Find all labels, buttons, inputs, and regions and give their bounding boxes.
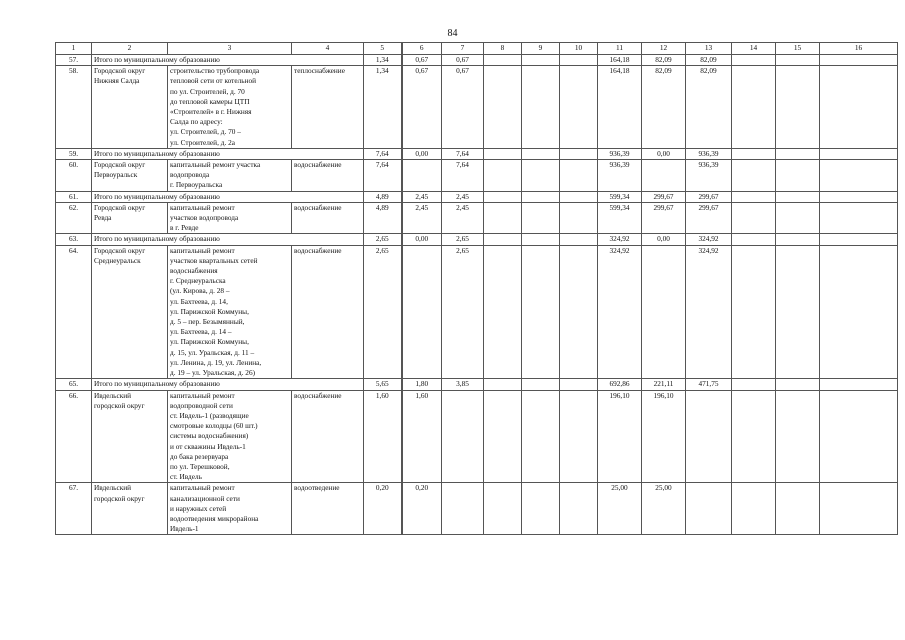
table-row-total <box>56 234 898 245</box>
value-col-11: 599,34 <box>598 191 642 202</box>
value-col-8 <box>484 245 522 379</box>
utility-type-cell: водоснабжение <box>292 202 364 234</box>
value-col-7 <box>442 390 484 483</box>
value-col-9 <box>522 191 560 202</box>
column-number-8: 8 <box>484 43 522 55</box>
value-col-9 <box>522 379 560 390</box>
column-number-4: 4 <box>292 43 364 55</box>
row-number-cell: 64. <box>56 245 92 379</box>
row-total-label: Итого по муниципальному образованию <box>92 379 364 390</box>
value-col-12: 25,00 <box>642 483 686 535</box>
value-col-9 <box>522 148 560 159</box>
value-col-7: 2,65 <box>442 245 484 379</box>
value-col-11: 164,18 <box>598 55 642 66</box>
column-number-2: 2 <box>92 43 168 55</box>
value-col-7: 2,65 <box>442 234 484 245</box>
value-col-6: 2,45 <box>402 191 442 202</box>
project-description-cell: капитальный ремонт участков водопровода в г. Ревде <box>168 202 292 234</box>
value-col-6 <box>402 245 442 379</box>
value-col-9 <box>522 160 560 192</box>
value-col-8 <box>484 148 522 159</box>
value-col-11: 599,34 <box>598 202 642 234</box>
value-col-14 <box>732 483 776 535</box>
column-number-14: 14 <box>732 43 776 55</box>
value-col-14 <box>732 379 776 390</box>
value-col-15 <box>776 55 820 66</box>
column-number-3: 3 <box>168 43 292 55</box>
value-col-11: 692,86 <box>598 379 642 390</box>
value-col-14 <box>732 245 776 379</box>
project-description-cell: строительство трубопровода тепловой сети от котельной по ул. Строителей, д. 70 до тепловой камеры ЦТП «Строителей» в г. Нижняя Салда по адресу: ул. Строителей, д. 70 – ул. Строителей, д. 2а <box>168 66 292 149</box>
value-col-11: 164,18 <box>598 66 642 149</box>
project-description-cell: капитальный ремонт участка водопровода г. Первоуральска <box>168 160 292 192</box>
utility-type-cell: водоснабжение <box>292 160 364 192</box>
value-col-10 <box>560 191 598 202</box>
value-col-11: 936,39 <box>598 148 642 159</box>
value-col-6: 2,45 <box>402 202 442 234</box>
value-col-15 <box>776 66 820 149</box>
row-number-cell: 60. <box>56 160 92 192</box>
page-number: 84 <box>447 28 458 39</box>
value-col-12: 299,67 <box>642 202 686 234</box>
municipality-cell: Городской округ Ревда <box>92 202 168 234</box>
table-row <box>56 483 898 535</box>
value-col-12: 0,00 <box>642 148 686 159</box>
row-number-cell: 67. <box>56 483 92 535</box>
value-col-6: 0,67 <box>402 66 442 149</box>
value-col-12: 299,67 <box>642 191 686 202</box>
value-col-5: 1,60 <box>364 390 402 483</box>
value-col-11: 324,92 <box>598 234 642 245</box>
project-description-cell: капитальный ремонт канализационной сети и наружных сетей водоотведения микрорайона Ивдель-1 <box>168 483 292 535</box>
row-total-label: Итого по муниципальному образованию <box>92 55 364 66</box>
value-col-9 <box>522 390 560 483</box>
value-col-16 <box>820 202 898 234</box>
value-col-7: 3,85 <box>442 379 484 390</box>
column-number-16: 16 <box>820 43 898 55</box>
column-number-11: 11 <box>598 43 642 55</box>
column-number-15: 15 <box>776 43 820 55</box>
value-col-7: 0,67 <box>442 66 484 149</box>
value-col-9 <box>522 483 560 535</box>
value-col-8 <box>484 191 522 202</box>
municipality-cell: Городской округ Нижняя Салда <box>92 66 168 149</box>
value-col-15 <box>776 245 820 379</box>
value-col-10 <box>560 148 598 159</box>
value-col-15 <box>776 234 820 245</box>
table-row-total <box>56 55 898 66</box>
value-col-13: 936,39 <box>686 160 732 192</box>
value-col-16 <box>820 148 898 159</box>
value-col-5: 4,89 <box>364 202 402 234</box>
value-col-8 <box>484 234 522 245</box>
municipality-cell: Ивдельский городской округ <box>92 483 168 535</box>
utility-type-cell: водоснабжение <box>292 245 364 379</box>
value-col-15 <box>776 390 820 483</box>
table-row-total <box>56 379 898 390</box>
utility-type-cell: водоотведение <box>292 483 364 535</box>
value-col-13: 82,09 <box>686 55 732 66</box>
value-col-13: 299,67 <box>686 202 732 234</box>
value-col-14 <box>732 66 776 149</box>
value-col-11: 324,92 <box>598 245 642 379</box>
value-col-15 <box>776 202 820 234</box>
table-row <box>56 66 898 149</box>
value-col-10 <box>560 202 598 234</box>
column-number-1: 1 <box>56 43 92 55</box>
value-col-15 <box>776 148 820 159</box>
value-col-9 <box>522 245 560 379</box>
row-number-cell: 58. <box>56 66 92 149</box>
row-number-cell: 59. <box>56 148 92 159</box>
value-col-8 <box>484 202 522 234</box>
value-col-14 <box>732 148 776 159</box>
table-row-total <box>56 148 898 159</box>
value-col-15 <box>776 483 820 535</box>
value-col-5: 2,65 <box>364 245 402 379</box>
municipality-cell: Ивдельский городской округ <box>92 390 168 483</box>
column-number-9: 9 <box>522 43 560 55</box>
row-number-cell: 65. <box>56 379 92 390</box>
value-col-16 <box>820 483 898 535</box>
table-row <box>56 245 898 379</box>
value-col-14 <box>732 191 776 202</box>
row-number-cell: 57. <box>56 55 92 66</box>
value-col-10 <box>560 379 598 390</box>
value-col-9 <box>522 66 560 149</box>
value-col-10 <box>560 160 598 192</box>
value-col-7: 2,45 <box>442 202 484 234</box>
value-col-7: 0,67 <box>442 55 484 66</box>
value-col-8 <box>484 55 522 66</box>
value-col-16 <box>820 390 898 483</box>
value-col-12: 82,09 <box>642 55 686 66</box>
row-number-cell: 61. <box>56 191 92 202</box>
value-col-9 <box>522 55 560 66</box>
value-col-10 <box>560 245 598 379</box>
value-col-6: 0,00 <box>402 234 442 245</box>
value-col-13: 471,75 <box>686 379 732 390</box>
value-col-7 <box>442 483 484 535</box>
value-col-15 <box>776 191 820 202</box>
column-number-5: 5 <box>364 43 402 55</box>
value-col-16 <box>820 191 898 202</box>
value-col-7: 2,45 <box>442 191 484 202</box>
value-col-16 <box>820 234 898 245</box>
value-col-10 <box>560 234 598 245</box>
value-col-13: 324,92 <box>686 234 732 245</box>
value-col-13: 936,39 <box>686 148 732 159</box>
row-total-label: Итого по муниципальному образованию <box>92 191 364 202</box>
table-row <box>56 390 898 483</box>
utility-type-cell: водоснабжение <box>292 390 364 483</box>
value-col-15 <box>776 160 820 192</box>
value-col-10 <box>560 66 598 149</box>
value-col-16 <box>820 379 898 390</box>
value-col-13: 324,92 <box>686 245 732 379</box>
column-number-header-row <box>56 43 898 55</box>
value-col-11: 936,39 <box>598 160 642 192</box>
value-col-12: 221,11 <box>642 379 686 390</box>
column-number-6: 6 <box>402 43 442 55</box>
value-col-12 <box>642 160 686 192</box>
value-col-8 <box>484 390 522 483</box>
table-row-total <box>56 191 898 202</box>
row-total-label: Итого по муниципальному образованию <box>92 234 364 245</box>
value-col-15 <box>776 379 820 390</box>
value-col-5: 7,64 <box>364 160 402 192</box>
value-col-14 <box>732 160 776 192</box>
value-col-9 <box>522 202 560 234</box>
value-col-10 <box>560 390 598 483</box>
value-col-16 <box>820 55 898 66</box>
table-row <box>56 202 898 234</box>
project-description-cell: капитальный ремонт водопроводной сети ст. Ивдель-1 (разводящие смотровые колодцы (60 шт.) системы водоснабжения) и от скважины Ивдель-1 до бака резервуара по ул. Терешковой, ст. Ивдель <box>168 390 292 483</box>
column-number-13: 13 <box>686 43 732 55</box>
project-description-cell: капитальный ремонт участков квартальных сетей водоснабжения г. Среднеуральска (ул. Кирова, д. 28 – ул. Бахтеева, д. 14, ул. Парижской Коммуны, д. 5 – пер. Безымянный, ул. Бахтеева, д. 14 – ул. Парижской Коммуны, д. 15, ул. Уральская, д. 11 – ул. Ленина, д. 19, ул. Ленина, д. 19 – ул. Уральская, д. 26) <box>168 245 292 379</box>
table-row <box>56 160 898 192</box>
value-col-5: 4,89 <box>364 191 402 202</box>
value-col-5: 0,20 <box>364 483 402 535</box>
value-col-14 <box>732 390 776 483</box>
investment-program-table <box>55 42 898 535</box>
value-col-16 <box>820 245 898 379</box>
value-col-12: 82,09 <box>642 66 686 149</box>
row-number-cell: 62. <box>56 202 92 234</box>
value-col-11: 25,00 <box>598 483 642 535</box>
column-number-7: 7 <box>442 43 484 55</box>
value-col-14 <box>732 234 776 245</box>
value-col-5: 1,34 <box>364 66 402 149</box>
value-col-13: 299,67 <box>686 191 732 202</box>
value-col-5: 1,34 <box>364 55 402 66</box>
value-col-5: 5,65 <box>364 379 402 390</box>
value-col-13 <box>686 483 732 535</box>
value-col-8 <box>484 66 522 149</box>
value-col-9 <box>522 234 560 245</box>
value-col-7: 7,64 <box>442 148 484 159</box>
utility-type-cell: теплоснабжение <box>292 66 364 149</box>
value-col-6 <box>402 160 442 192</box>
value-col-6: 1,60 <box>402 390 442 483</box>
value-col-12 <box>642 245 686 379</box>
row-number-cell: 63. <box>56 234 92 245</box>
value-col-12: 0,00 <box>642 234 686 245</box>
value-col-7: 7,64 <box>442 160 484 192</box>
value-col-13: 82,09 <box>686 66 732 149</box>
value-col-16 <box>820 160 898 192</box>
value-col-16 <box>820 66 898 149</box>
row-number-cell: 66. <box>56 390 92 483</box>
value-col-8 <box>484 379 522 390</box>
value-col-5: 7,64 <box>364 148 402 159</box>
municipality-cell: Городской округ Среднеуральск <box>92 245 168 379</box>
value-col-8 <box>484 483 522 535</box>
value-col-8 <box>484 160 522 192</box>
value-col-6: 0,20 <box>402 483 442 535</box>
value-col-12: 196,10 <box>642 390 686 483</box>
value-col-11: 196,10 <box>598 390 642 483</box>
column-number-10: 10 <box>560 43 598 55</box>
value-col-6: 0,00 <box>402 148 442 159</box>
column-number-12: 12 <box>642 43 686 55</box>
municipality-cell: Городской округ Первоуральск <box>92 160 168 192</box>
row-total-label: Итого по муниципальному образованию <box>92 148 364 159</box>
value-col-14 <box>732 55 776 66</box>
value-col-6: 1,80 <box>402 379 442 390</box>
value-col-6: 0,67 <box>402 55 442 66</box>
value-col-10 <box>560 483 598 535</box>
value-col-13 <box>686 390 732 483</box>
value-col-5: 2,65 <box>364 234 402 245</box>
value-col-14 <box>732 202 776 234</box>
value-col-10 <box>560 55 598 66</box>
